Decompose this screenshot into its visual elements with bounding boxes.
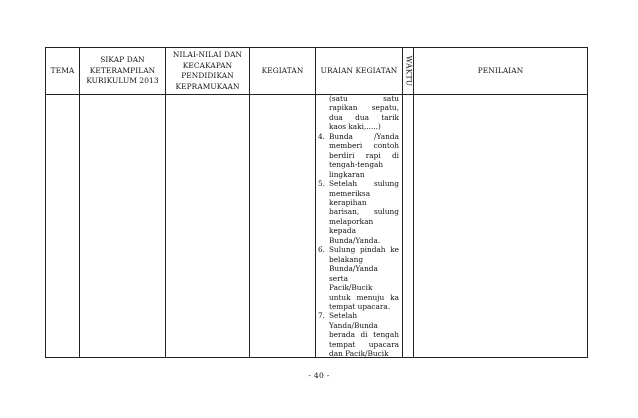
header-penilaian: [414, 48, 588, 95]
uraian-item-number: 6.: [318, 245, 326, 255]
cell-sikap-keterampilan: [80, 95, 166, 358]
uraian-item-number: 5.: [318, 179, 326, 189]
page-number: - 40 -: [308, 371, 330, 380]
header-nilai-line-4: KEPRAMUKAAN: [175, 81, 240, 91]
cell-tema: [46, 95, 80, 358]
uraian-item-line: memeriksa: [329, 188, 371, 198]
uraian-list: [316, 95, 402, 358]
uraian-item-line: tempat upacara.: [329, 301, 391, 311]
uraian-item-line: Bunda /Yanda: [329, 131, 399, 141]
header-sikap-line-1: SIKAP DAN: [100, 55, 145, 65]
header-waktu-label: WAKTU: [404, 55, 414, 87]
header-nilai-line-1: NILAI-NILAI DAN: [172, 50, 243, 59]
uraian-item-line: melaporkan: [329, 216, 374, 226]
uraian-item-line: untuk menuju ka: [329, 292, 399, 302]
uraian-item-line: Bunda/Yanda: [329, 264, 378, 274]
uraian-item-line: kerapihan: [329, 197, 367, 207]
uraian-item-line: Setelah sulung: [329, 179, 399, 189]
uraian-item: [316, 245, 402, 311]
body-row: [46, 95, 588, 358]
header-row: [46, 48, 588, 95]
uraian-item-line: berdiri rapi di: [329, 150, 399, 160]
header-nilai-line-3: PENDIDIKAN: [181, 71, 234, 80]
uraian-item: [316, 95, 402, 132]
uraian-item-line: barisan, sulung: [329, 207, 399, 217]
cell-penilaian: [414, 95, 588, 358]
uraian-item-line: dua dua tarik: [329, 112, 399, 122]
uraian-item-line: memberi contoh: [329, 141, 399, 151]
uraian-item-line: tempat upacara: [329, 339, 399, 349]
uraian-item-line: rapikan sepatu,: [329, 103, 399, 113]
uraian-item-line: berada di tengah: [329, 330, 399, 340]
header-sikap-keterampilan: [80, 48, 166, 95]
uraian-item: [316, 179, 402, 245]
uraian-item-line: kepada: [329, 226, 356, 236]
uraian-item: [316, 311, 402, 357]
header-sikap-line-3: KURIKULUM 2013: [86, 76, 159, 86]
uraian-item-line: tengah-tengah: [329, 160, 384, 170]
header-uraian-label: URAIAN KEGIATAN: [320, 65, 398, 75]
cell-uraian-kegiatan: [316, 95, 403, 358]
uraian-item-number: 4.: [318, 131, 326, 141]
header-uraian-kegiatan: [316, 48, 403, 95]
header-sikap-line-2: KETERAMPILAN: [89, 65, 156, 75]
header-kegiatan: [250, 48, 316, 95]
uraian-item-line: belakang: [329, 254, 364, 264]
uraian-item-line: Setelah: [329, 311, 358, 321]
uraian-item-line: Bunda/Yanda.: [329, 235, 381, 245]
uraian-item-line: (satu satu: [329, 94, 399, 103]
header-penilaian-label: PENILAIAN: [477, 65, 524, 75]
header-tema: [46, 48, 80, 95]
cell-kegiatan: [250, 95, 316, 358]
header-nilai-line-2: KECAKAPAN: [182, 60, 233, 70]
uraian-item: [316, 132, 402, 179]
cell-waktu: [403, 95, 414, 358]
uraian-item-number: 7.: [318, 311, 326, 321]
uraian-item-line: Yanda/Bunda: [329, 320, 378, 330]
uraian-item-line: kaos kaki,.....): [329, 122, 381, 132]
uraian-item-line: Sulung pindah ke: [329, 245, 399, 255]
uraian-item-line: serta: [329, 273, 348, 283]
header-tema-label: TEMA: [50, 65, 75, 75]
uraian-item-line: Pacik/Bucik: [329, 283, 373, 293]
uraian-item-line: dan Pacik/Bucik: [329, 349, 389, 358]
header-kegiatan-label: KEGIATAN: [261, 65, 304, 75]
header-nilai-kecakapan: [166, 48, 250, 95]
header-waktu: [403, 48, 414, 95]
uraian-item-line: lingkaran: [329, 169, 365, 179]
cell-nilai-kecakapan: [166, 95, 250, 358]
lesson-plan-table: [45, 47, 588, 358]
